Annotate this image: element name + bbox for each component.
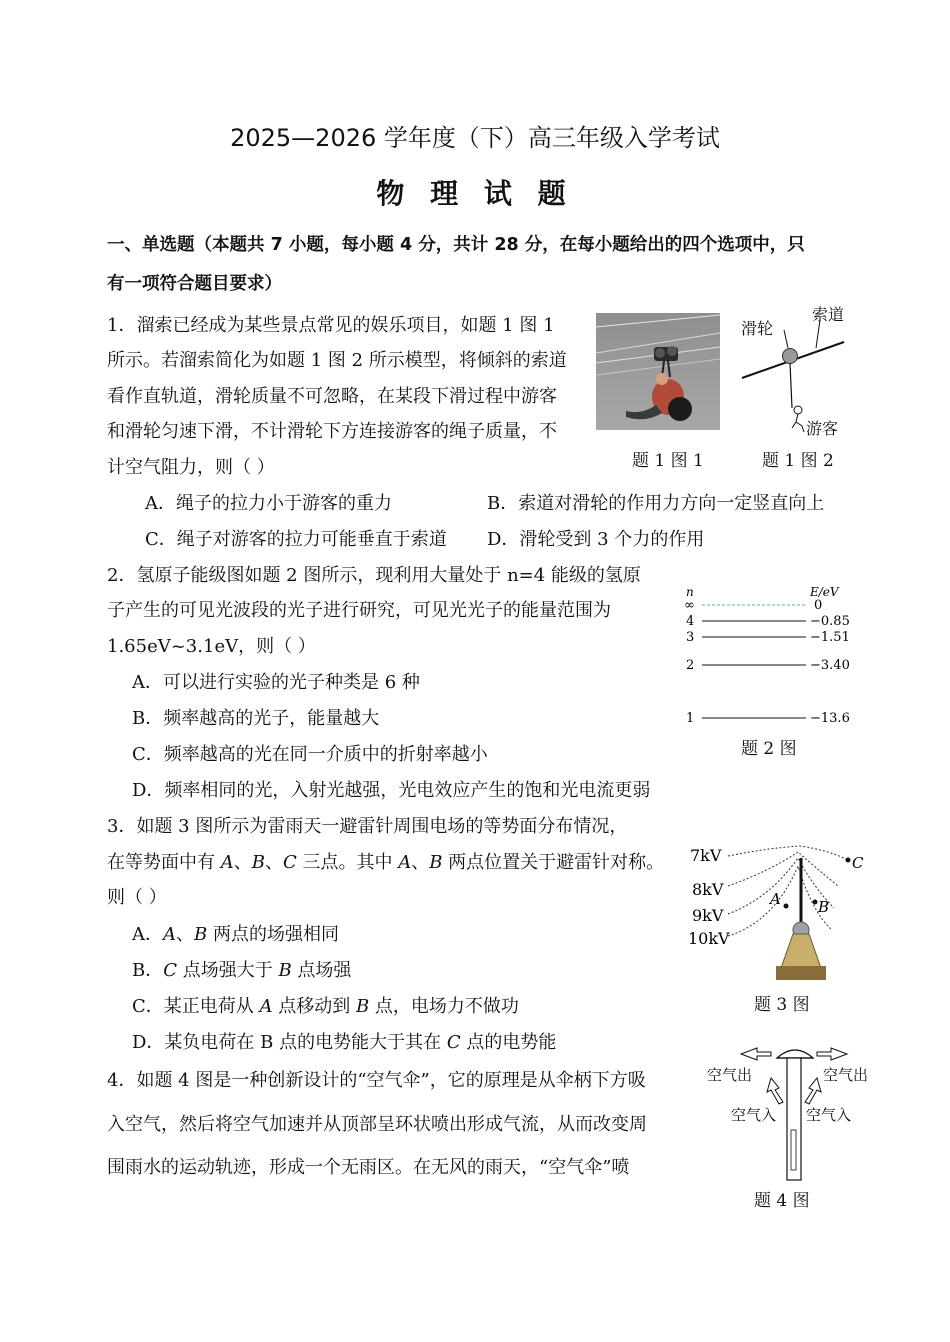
level-energy: −13.6: [810, 711, 850, 726]
e-axis-label: E/eV: [810, 585, 839, 599]
point-b-label: B: [818, 898, 830, 916]
air-in-label-left: 空气入: [731, 1106, 777, 1124]
point-a-label: A: [770, 890, 781, 908]
q3-line: 3．如题 3 图所示为雷雨天一避雷针周围电场的等势面分布情况，: [107, 816, 628, 837]
level-n: 4: [686, 614, 695, 629]
section-heading-line1: 一、单选题（本题共 7 小题，每小题 4 分，共计 28 分，在每小题给出的四个选项中，只: [107, 235, 805, 255]
air-in-label-right: 空气入: [806, 1106, 852, 1124]
q2-option-c: C．频率越高的光在同一介质中的折射率越小: [132, 744, 488, 765]
zipline-photo: [596, 313, 720, 430]
q3-caption: 题 3 图: [754, 995, 810, 1015]
q3-option-d: D．某负电荷在 B 点的电势能大于其在 C 点的电势能: [132, 1032, 557, 1053]
q1-line: 看作直轨道，滑轮质量不可忽略，在某段下滑过程中游客: [107, 386, 557, 407]
q1-fig1-caption: 题 1 图 1: [632, 451, 704, 471]
q4-caption: 题 4 图: [754, 1191, 810, 1211]
voltage-label: 8kV: [692, 880, 724, 899]
q1-option-c: C．绳子对游客的拉力可能垂直于索道: [145, 529, 447, 550]
q4-line: 入空气，然后将空气加速并从顶部呈环状喷出形成气流，从而改变周: [107, 1114, 647, 1135]
level-energy: −1.51: [810, 630, 850, 645]
q1-line: 所示。若溜索简化为如题 1 图 2 所示模型，将倾斜的索道: [107, 350, 567, 371]
q2-option-d: D．频率相同的光，入射光越强，光电效应产生的饱和光电流更弱: [132, 780, 651, 801]
n-axis-label: n: [686, 585, 694, 599]
voltage-label: 10kV: [688, 929, 730, 948]
q1-fig2-caption: 题 1 图 2: [762, 451, 834, 471]
air-out-label-right: 空气出: [823, 1066, 869, 1084]
voltage-label: 7kV: [690, 846, 722, 865]
level-energy: −3.40: [810, 658, 850, 673]
level-energy: 0: [814, 598, 823, 613]
q4-line: 围雨水的运动轨迹，形成一个无雨区。在无风的雨天，“空气伞”喷: [107, 1157, 630, 1178]
q4-line: 4．如题 4 图是一种创新设计的“空气伞”，它的原理是从伞柄下方吸: [107, 1070, 646, 1091]
level-n: 1: [686, 711, 695, 726]
q1-line: 计空气阻力，则（ ）: [107, 457, 275, 478]
q1-line: 和滑轮匀速下滑，不计滑轮下方连接游客的绳子质量，不: [107, 421, 557, 442]
q3-option-a: A．A、B 两点的场强相同: [132, 924, 339, 945]
q2-line: 2．氢原子能级图如题 2 图所示，现利用大量处于 n=4 能级的氢原: [107, 565, 641, 586]
label-tourist: 游客: [806, 419, 839, 438]
section-heading-line2: 有一项符合题目要求）: [107, 274, 282, 294]
level-energy: −0.85: [810, 614, 850, 629]
q3-line: 在等势面中有 A、B、C 三点。其中 A、B 两点位置关于避雷针对称。: [107, 852, 665, 873]
air-out-label-left: 空气出: [707, 1066, 753, 1084]
q2-option-a: A．可以进行实验的光子种类是 6 种: [132, 672, 420, 693]
q2-line: 1.65eV~3.1eV，则（ ）: [107, 636, 316, 657]
level-n: 2: [686, 658, 695, 673]
q1-line: 1．溜索已经成为某些景点常见的娱乐项目，如题 1 图 1: [107, 315, 555, 336]
voltage-label: 9kV: [692, 906, 724, 925]
q2-caption: 题 2 图: [741, 739, 797, 759]
exam-title: 2025—2026 学年度（下）高三年级入学考试: [230, 124, 720, 152]
q1-option-d: D．滑轮受到 3 个力的作用: [487, 529, 705, 550]
energy-level-diagram: [680, 584, 850, 732]
q1-option-b: B．索道对滑轮的作用力方向一定竖直向上: [487, 493, 825, 514]
level-n: ∞: [684, 598, 695, 613]
label-pulley: 滑轮: [741, 319, 774, 338]
q3-option-c: C．某正电荷从 A 点移动到 B 点，电场力不做功: [132, 996, 519, 1017]
q2-option-b: B．频率越高的光子，能量越大: [132, 708, 380, 729]
subject-title: 物 理 试 题: [376, 177, 574, 210]
q1-option-a: A．绳子的拉力小于游客的重力: [145, 493, 392, 514]
label-cable: 索道: [812, 305, 845, 324]
point-c-label: C: [852, 854, 864, 872]
equipotential-diagram: [688, 838, 868, 986]
level-n: 3: [686, 630, 695, 645]
q2-line: 子产生的可见光波段的光子进行研究，可见光光子的能量范围为: [107, 600, 611, 621]
q3-line: 则（ ）: [107, 887, 167, 908]
q3-option-b: B．C 点场强大于 B 点场强: [132, 960, 352, 981]
